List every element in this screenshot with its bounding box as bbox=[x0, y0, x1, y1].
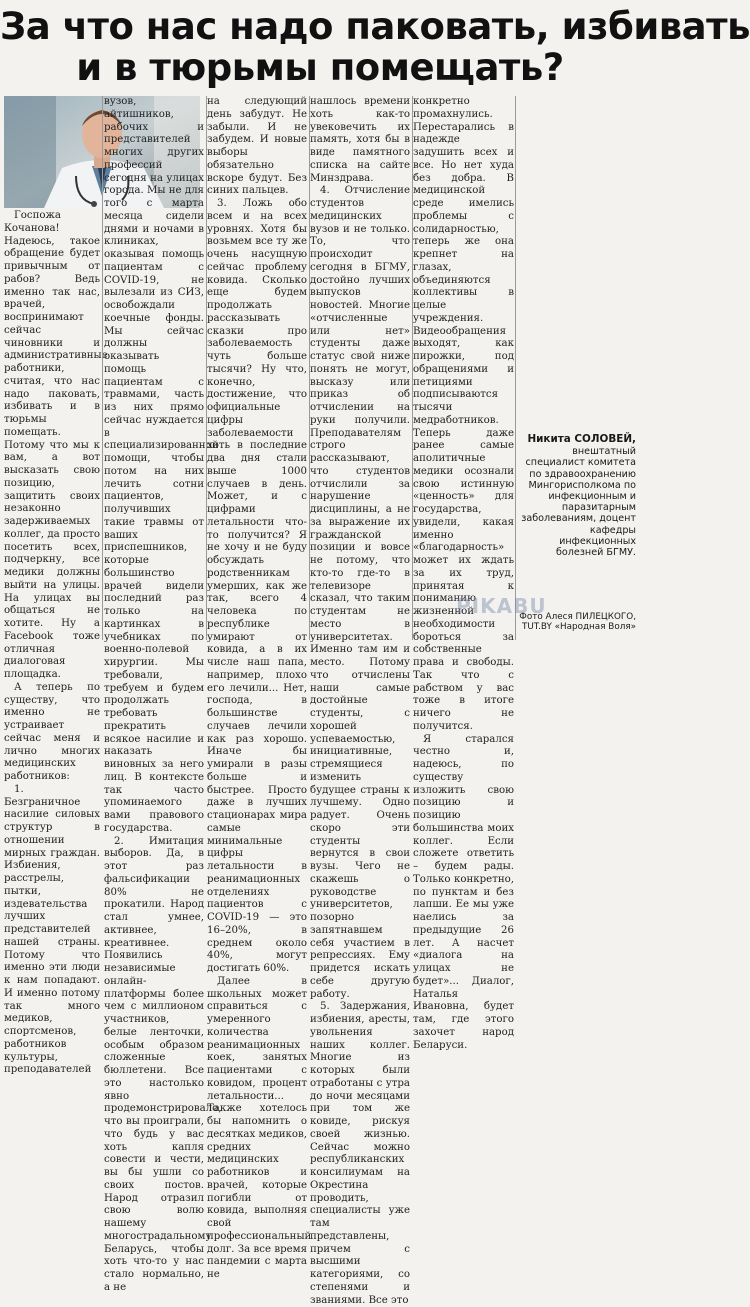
article-column-2 bbox=[104, 96, 222, 1293]
column-divider bbox=[102, 96, 103, 640]
paragraph: Далее в школьных может справиться с умеренного количества реанимационных коек, занятых пациентами с ковидом, процент летальности... Также хотелось бы напомнить о десятках медиков, средних медицинских работников и врачей, которые погибли от ковида, выполняя свой профессиональный долг. За все время пандемии с марта не bbox=[207, 975, 312, 1280]
paragraph: 5. Задержания, избиения, аресты, увольнения наших коллег. Многие из которых были отработаны с утра до ночи месяцами при том же ковиде, рискуя своей жизнью. Сейчас можно республиканских консилиумам на Окрестина проводить, специалисты уже там представлены, причем с высшими категориями, со степенями и званиями. Все это bbox=[310, 1001, 410, 1306]
headline-line-2: и в тюрьмы помещать? bbox=[76, 46, 564, 89]
paragraph: А теперь по существу, что именно не устраивает сейчас меня и лично многих медицинских работников: bbox=[4, 681, 100, 782]
column-divider bbox=[309, 96, 310, 640]
article-column-4 bbox=[310, 96, 410, 1306]
paragraph: нашлось времени хоть как-то увековечить их память, хотя бы в виде памятного списка на сайте Минздрава. bbox=[310, 96, 410, 184]
paragraph: 2. Имитация выборов. Да, в этот раз фальсификации 80% не прокатили. Народ стал умнее, активнее, креативнее. Появились независимые онлайн-платформы более чем с миллионом участников, белые ленточки, особым образом сложенные бюллетени. Все это настолько явно продемонстрировало, что вы проиграли, что будь у вас хоть капля совести и чести, вы бы ушли со своих постов. Народ отразил свою волю нашему многострадальному Беларусь, чтобы хоть что-то у нас стало нормально, а не bbox=[104, 835, 222, 1293]
paragraph: Госпожа Кочанова! Надеюсь, такое обращение будет привычным от рабов? Ведь именно так нас, врачей, воспринимают сейчас чиновники и административные работники, считая, что нас надо паковать, избивать и в тюрьмы помещать. Потому что мы к вам, а вот высказать свою позицию, защитить своих незаконно задерживаемых коллег, да просто посетить всех, подчеркну, все медики должны выйти на улицы. На улицах вы общаться не хотите. Ну a Facebook тоже отличная диалоговая площадка. bbox=[4, 210, 108, 680]
paragraph: Я старался честно и, надеюсь, по существу изложить свою позицию и позицию большинства моих коллег. Если сложете ответить – будем рады. Только конкретно, по пунктам и без лапши. Ее мы уже наелись за предыдущие 26 лет. А насчет «диалога на улицах не будет»... Диалог, Наталья Ивановна, будет там, где этого захочет народ Беларуси. bbox=[413, 733, 514, 1051]
paragraph: 3. Ложь обо всем и на всех уровнях. Хотя бы возьмем все ту же очень насущную сейчас проблему ковида. Сколько еще будем продолжать рассказывать сказки про заболеваемость чуть больше тысячи? Ну что, конечно, достижение, что официальные цифры заболеваемости хоть в последние два дня стали выше 1000 случаев в день. Может, и с цифрами летальности что-то получится? Я не хочу и не буду обсуждать родственникам умерших, как же так, всего 4 человека по республике умирают от ковида, а в их числе наш папа, например, плохо его лечили... Нет, господа, в большинстве случаев лечили как раз хорошо. Иначе бы умирали в разы больше и быстрее. Просто даже в лучших стационарах мира самые минимальные цифры летальности в реанимационных отделениях пациентов с COVID-19 — это 16–20%, в среднем около 40%, могут достигать 60%. bbox=[207, 198, 307, 974]
paragraph: вузов, айтишников, рабочих и представителей многих других профессий сегодня на улицах города. Мы не для того с марта месяца сидели днями и ночами в клиниках, оказывая помощь пациентам с COVID-19, не вылезали из СИЗ, освобождали коечные фонды. Мы сейчас должны оказывать помощь пациентам с травмами, часть из них прямо сейчас нуждается в специализированной помощи, чтобы потом на них лечить сотни пациентов, получивших такие травмы от ваших приспешников, которые большинство врачей видели последний раз только на картинках в учебниках по военно-полевой хирургии. Мы требовали, требуем и будем продолжать требовать прекратить всякое насилие и наказать виновных за него лиц. В контексте так часто упоминаемого вами правового государства. bbox=[104, 96, 219, 834]
paragraph: на следующий день забудут. Не забыли. И не забудем. И новые выборы обязательно вскоре будут. Без синих пальцев. bbox=[207, 96, 307, 197]
column-divider bbox=[412, 96, 413, 640]
author-signature bbox=[517, 434, 636, 558]
author-role: внештатный специалист комитета по здравоохранению Мингорисполкома по инфекционным и паразитарным заболеваниям, доцент кафедры инфекционных болезней БГМУ. bbox=[521, 446, 636, 559]
paragraph: 4. Отчисление студентов медицинских вузов и не только. То, что происходит сегодня в БГМУ, достойно лучших выпусков новостей. Многие «отчисленные или нет» студенты даже статус свой ниже понять не могут, высказу или приказ об отчислении на руки получили. Преподавателям строго рассказывают, что студентов отчислили за нарушение дисциплины, а не за выражение их гражданской позиции и вовсе не потому, что кто-то где-то в телевизоре сказал, что таким студентам не место в университетах. Именно там им и место. Потому что отчислены наши самые достойные студенты, с хорошей успеваемостью, инициативные, стремящиеся изменить будущее страны к лучшему. Одно радует. Очень скоро эти студенты вернутся в свои вузы. Чего не скажешь о руководстве университетов, позорно запятнавшем себя участием в репрессиях. Ему придется искать себе другую работу. bbox=[310, 185, 410, 1000]
headline-line-1: За что нас надо паковать, избивать bbox=[0, 5, 750, 48]
article-column-1 bbox=[4, 210, 108, 1076]
article-column-3 bbox=[207, 96, 312, 1280]
author-name: Никита СОЛОВЕЙ, bbox=[527, 433, 636, 445]
article-column-5 bbox=[413, 96, 514, 1051]
headline bbox=[0, 0, 750, 94]
column-divider bbox=[206, 96, 207, 640]
paragraph: 1. Безграничное насилие силовых структур в отношении мирных граждан. Избиения, расстрелы, пытки, издевательства лучших представителей нашей страны. Потому что именно эти люди к нам попадают. И именно потому так много медиков, спортсменов, работников культуры, преподавателей bbox=[4, 783, 100, 1076]
paragraph: конкретно промахнулись. Перестарались в надежде задушить всех и все. Но нет худа без добра. В медицинской среде имелись проблемы с солидарностью, теперь же она крепнет на глазах, объединяются коллективы в целые учреждения. Видеообращения выходят, как пирожки, под обращениями и петициями подписываются тысячи медработников. Теперь даже ранее самые аполитичные медики осознали свою истинную «ценность» для государства, увидели, какая именно «благодарность» может их ждать за их труд, принятая к пониманию жизненной необходимости бороться за собственные права и свободы. Так что с рабством у вас тоже в итоге ничего не получится. bbox=[413, 96, 514, 732]
watermark: PIKABU bbox=[456, 594, 547, 618]
column-divider bbox=[515, 96, 516, 640]
photo-credit: Фото Алеся ПИЛЕЦКОГО, TUT.BY «Народная Воля» bbox=[519, 612, 636, 633]
